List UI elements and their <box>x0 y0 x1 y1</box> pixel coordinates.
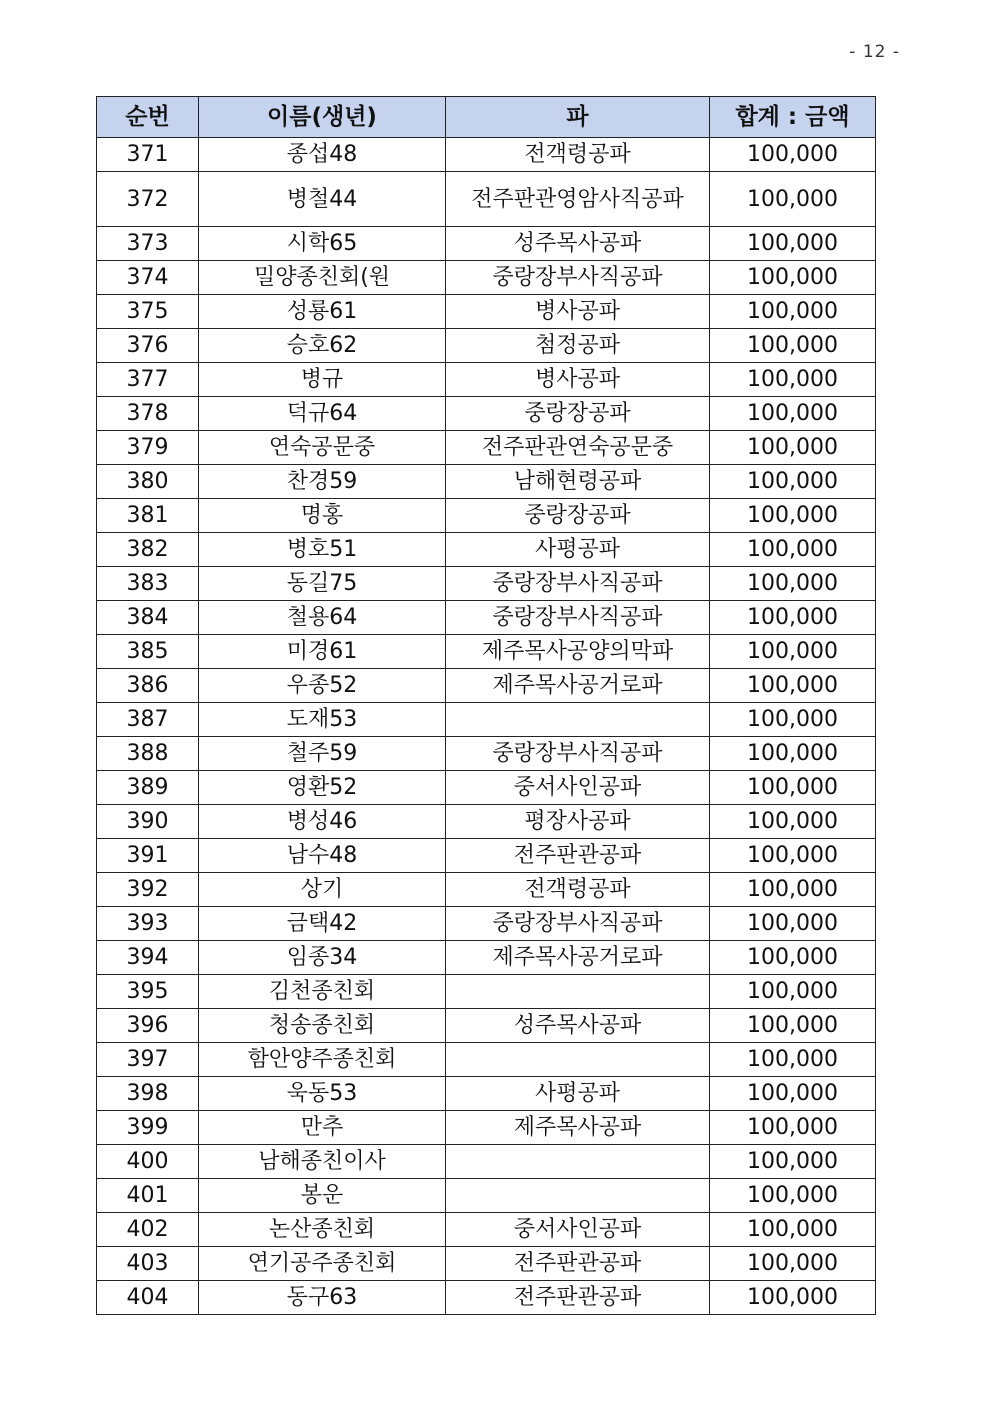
cell-amount: 100,000 <box>710 397 876 431</box>
cell-branch: 사평공파 <box>446 533 710 567</box>
cell-amount: 100,000 <box>710 1213 876 1247</box>
cell-name: 도재53 <box>199 703 446 737</box>
cell-name: 승호62 <box>199 329 446 363</box>
cell-no: 390 <box>97 805 199 839</box>
table-row <box>97 703 876 737</box>
column-header-no: 순번 <box>97 97 199 138</box>
cell-no: 372 <box>97 172 199 227</box>
cell-name: 금택42 <box>199 907 446 941</box>
table-row <box>97 465 876 499</box>
cell-name: 병성46 <box>199 805 446 839</box>
cell-branch: 중랑장부사직공파 <box>446 261 710 295</box>
table-row <box>97 1043 876 1077</box>
cell-no: 383 <box>97 567 199 601</box>
cell-branch: 제주목사공파 <box>446 1111 710 1145</box>
cell-amount: 100,000 <box>710 737 876 771</box>
table-row <box>97 941 876 975</box>
cell-name: 봉운 <box>199 1179 446 1213</box>
cell-no: 396 <box>97 1009 199 1043</box>
cell-name: 동구63 <box>199 1281 446 1315</box>
cell-no: 380 <box>97 465 199 499</box>
table-header-row <box>97 97 876 138</box>
cell-amount: 100,000 <box>710 363 876 397</box>
cell-amount: 100,000 <box>710 975 876 1009</box>
cell-branch <box>446 1043 710 1077</box>
column-header-branch: 파 <box>446 97 710 138</box>
cell-branch: 전객령공파 <box>446 138 710 172</box>
column-header-name: 이름(생년) <box>199 97 446 138</box>
table-row <box>97 172 876 227</box>
cell-amount: 100,000 <box>710 1281 876 1315</box>
table-row <box>97 1281 876 1315</box>
cell-amount: 100,000 <box>710 533 876 567</box>
cell-no: 373 <box>97 227 199 261</box>
cell-name: 임종34 <box>199 941 446 975</box>
cell-name: 함안양주종친회 <box>199 1043 446 1077</box>
cell-amount: 100,000 <box>710 635 876 669</box>
cell-no: 399 <box>97 1111 199 1145</box>
cell-name: 영환52 <box>199 771 446 805</box>
cell-no: 382 <box>97 533 199 567</box>
cell-amount: 100,000 <box>710 261 876 295</box>
column-header-amount: 합계 : 금액 <box>710 97 876 138</box>
cell-no: 371 <box>97 138 199 172</box>
cell-branch <box>446 703 710 737</box>
cell-amount: 100,000 <box>710 499 876 533</box>
cell-name: 욱동53 <box>199 1077 446 1111</box>
cell-no: 403 <box>97 1247 199 1281</box>
cell-no: 394 <box>97 941 199 975</box>
cell-branch: 전주판관영암사직공파 <box>446 172 710 227</box>
cell-amount: 100,000 <box>710 805 876 839</box>
cell-no: 374 <box>97 261 199 295</box>
cell-no: 401 <box>97 1179 199 1213</box>
cell-amount: 100,000 <box>710 1077 876 1111</box>
cell-name: 남수48 <box>199 839 446 873</box>
cell-name: 병철44 <box>199 172 446 227</box>
cell-branch: 중랑장부사직공파 <box>446 737 710 771</box>
cell-amount: 100,000 <box>710 873 876 907</box>
cell-name: 김천종친회 <box>199 975 446 1009</box>
cell-no: 381 <box>97 499 199 533</box>
cell-no: 376 <box>97 329 199 363</box>
table-row <box>97 873 876 907</box>
table-row <box>97 771 876 805</box>
cell-amount: 100,000 <box>710 941 876 975</box>
cell-branch: 중서사인공파 <box>446 771 710 805</box>
cell-no: 388 <box>97 737 199 771</box>
table-row <box>97 295 876 329</box>
table-row <box>97 1111 876 1145</box>
table-row <box>97 363 876 397</box>
cell-amount: 100,000 <box>710 1009 876 1043</box>
cell-branch <box>446 1179 710 1213</box>
cell-name: 논산종친회 <box>199 1213 446 1247</box>
cell-amount: 100,000 <box>710 703 876 737</box>
cell-branch: 중랑장공파 <box>446 499 710 533</box>
table-body <box>97 138 876 1315</box>
cell-no: 400 <box>97 1145 199 1179</box>
donation-table <box>96 96 876 1315</box>
cell-branch: 중랑장부사직공파 <box>446 907 710 941</box>
cell-name: 철용64 <box>199 601 446 635</box>
cell-amount: 100,000 <box>710 138 876 172</box>
cell-amount: 100,000 <box>710 1145 876 1179</box>
cell-name: 우종52 <box>199 669 446 703</box>
cell-name: 상기 <box>199 873 446 907</box>
table-row <box>97 1009 876 1043</box>
table-row <box>97 601 876 635</box>
cell-branch: 제주목사공거로파 <box>446 669 710 703</box>
cell-name: 만추 <box>199 1111 446 1145</box>
cell-amount: 100,000 <box>710 907 876 941</box>
cell-no: 377 <box>97 363 199 397</box>
cell-name: 찬경59 <box>199 465 446 499</box>
cell-amount: 100,000 <box>710 295 876 329</box>
cell-branch: 전주판관연숙공문중 <box>446 431 710 465</box>
cell-branch: 제주목사공양의막파 <box>446 635 710 669</box>
cell-branch: 전객령공파 <box>446 873 710 907</box>
cell-amount: 100,000 <box>710 227 876 261</box>
table-row <box>97 839 876 873</box>
cell-name: 철주59 <box>199 737 446 771</box>
cell-branch: 중서사인공파 <box>446 1213 710 1247</box>
cell-branch: 전주판관공파 <box>446 1247 710 1281</box>
table-row <box>97 805 876 839</box>
cell-branch: 성주목사공파 <box>446 1009 710 1043</box>
cell-name: 청송종친회 <box>199 1009 446 1043</box>
cell-no: 398 <box>97 1077 199 1111</box>
table-row <box>97 227 876 261</box>
cell-name: 성룡61 <box>199 295 446 329</box>
cell-amount: 100,000 <box>710 839 876 873</box>
cell-name: 미경61 <box>199 635 446 669</box>
table-row <box>97 261 876 295</box>
cell-no: 384 <box>97 601 199 635</box>
cell-branch: 병사공파 <box>446 295 710 329</box>
cell-no: 378 <box>97 397 199 431</box>
cell-amount: 100,000 <box>710 771 876 805</box>
cell-no: 375 <box>97 295 199 329</box>
table-row <box>97 1213 876 1247</box>
cell-branch: 병사공파 <box>446 363 710 397</box>
table-row <box>97 737 876 771</box>
cell-name: 덕규64 <box>199 397 446 431</box>
cell-name: 병규 <box>199 363 446 397</box>
cell-branch: 중랑장부사직공파 <box>446 601 710 635</box>
cell-amount: 100,000 <box>710 465 876 499</box>
cell-branch: 제주목사공거로파 <box>446 941 710 975</box>
table-row <box>97 1179 876 1213</box>
table-row <box>97 397 876 431</box>
cell-branch: 남해현령공파 <box>446 465 710 499</box>
cell-branch: 성주목사공파 <box>446 227 710 261</box>
cell-branch: 전주판관공파 <box>446 1281 710 1315</box>
cell-branch: 평장사공파 <box>446 805 710 839</box>
cell-name: 동길75 <box>199 567 446 601</box>
cell-no: 387 <box>97 703 199 737</box>
table-row <box>97 975 876 1009</box>
cell-name: 남해종친이사 <box>199 1145 446 1179</box>
cell-branch <box>446 1145 710 1179</box>
table-row <box>97 907 876 941</box>
cell-no: 386 <box>97 669 199 703</box>
table-row <box>97 567 876 601</box>
cell-no: 393 <box>97 907 199 941</box>
cell-name: 시학65 <box>199 227 446 261</box>
page-number: - 12 - <box>849 42 900 62</box>
cell-no: 395 <box>97 975 199 1009</box>
cell-branch: 중랑장부사직공파 <box>446 567 710 601</box>
table-row <box>97 1077 876 1111</box>
cell-amount: 100,000 <box>710 1043 876 1077</box>
cell-amount: 100,000 <box>710 567 876 601</box>
cell-amount: 100,000 <box>710 1247 876 1281</box>
cell-name: 병호51 <box>199 533 446 567</box>
table-row <box>97 1247 876 1281</box>
cell-branch: 첨정공파 <box>446 329 710 363</box>
cell-branch: 사평공파 <box>446 1077 710 1111</box>
cell-name: 연숙공문중 <box>199 431 446 465</box>
table-row <box>97 329 876 363</box>
cell-no: 392 <box>97 873 199 907</box>
cell-branch <box>446 975 710 1009</box>
cell-branch: 중랑장공파 <box>446 397 710 431</box>
table-row <box>97 533 876 567</box>
cell-amount: 100,000 <box>710 431 876 465</box>
cell-amount: 100,000 <box>710 601 876 635</box>
cell-name: 종섭48 <box>199 138 446 172</box>
cell-branch: 전주판관공파 <box>446 839 710 873</box>
cell-no: 389 <box>97 771 199 805</box>
cell-no: 385 <box>97 635 199 669</box>
table-row <box>97 138 876 172</box>
cell-amount: 100,000 <box>710 1111 876 1145</box>
table-row <box>97 669 876 703</box>
cell-name: 연기공주종친회 <box>199 1247 446 1281</box>
cell-name: 명홍 <box>199 499 446 533</box>
cell-no: 402 <box>97 1213 199 1247</box>
cell-amount: 100,000 <box>710 329 876 363</box>
cell-name: 밀양종친회(원 <box>199 261 446 295</box>
table-row <box>97 635 876 669</box>
table-row <box>97 431 876 465</box>
cell-amount: 100,000 <box>710 1179 876 1213</box>
cell-amount: 100,000 <box>710 669 876 703</box>
cell-amount: 100,000 <box>710 172 876 227</box>
cell-no: 391 <box>97 839 199 873</box>
table-row <box>97 499 876 533</box>
cell-no: 379 <box>97 431 199 465</box>
cell-no: 397 <box>97 1043 199 1077</box>
cell-no: 404 <box>97 1281 199 1315</box>
table-row <box>97 1145 876 1179</box>
